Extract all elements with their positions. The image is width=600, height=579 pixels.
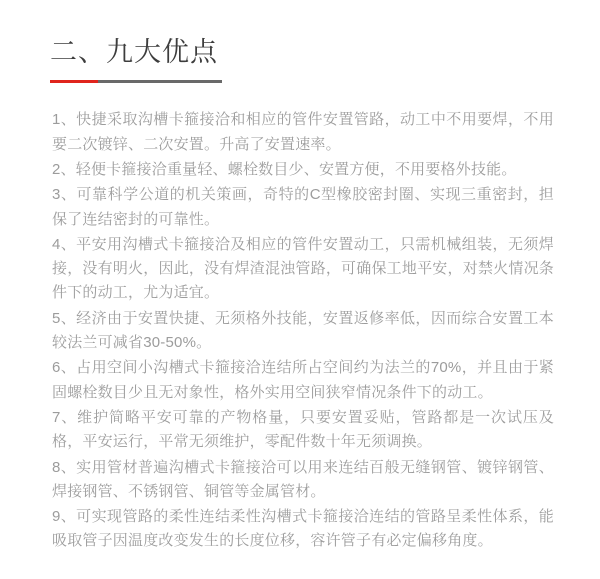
advantage-item-1: 1、快捷采取沟槽卡箍接洽和相应的管件安置管路，动工中不用要焊，不用要二次镀锌、二次安置。升高了安置速率。	[52, 111, 554, 153]
advantage-item-5: 5、经济由于安置快捷、无须格外技能，安置返修率低，因而综合安置工本较法兰可减省30-50%。	[52, 309, 554, 352]
advantage-list	[0, 108, 600, 553]
advantage-item-6: 6、占用空间小沟槽式卡箍接洽连结所占空间约为法兰的70%，并且由于紧固螺栓数目少且无对象性，格外实用空间狭窄情况条件下的动工。	[52, 359, 554, 401]
title-divider	[50, 80, 222, 83]
advantage-item-9: 9、可实现管路的柔性连结柔性沟槽式卡箍接洽连结的管路呈柔性体系，能吸取管子因温度改变发生的长度位移，容许管子有必定偏移角度。	[52, 508, 554, 550]
advantage-item-4: 4、平安用沟槽式卡箍接洽及相应的管件安置动工，只需机械组装，无须焊接，没有明火，因此，没有焊渣混浊管路，可确保工地平安，对禁火情况条件下的动工，尤为适宜。	[52, 235, 554, 302]
section-header	[0, 36, 600, 83]
advantage-item-7: 7、维护简略平安可靠的产物格量，只要安置妥贴，管路都是一次试压及格，平安运行，平常无须维护，零配件数十年无须调换。	[52, 408, 554, 451]
advantage-item-3: 3、可靠科学公道的机关策画，奇特的C型橡胶密封圈、实现三重密封，担保了连结密封的可靠性。	[52, 186, 554, 228]
divider-red-segment	[50, 80, 98, 83]
page-title: 二、九大优点	[50, 37, 218, 67]
advantage-item-2: 2、轻便卡箍接洽重量轻、螺栓数目少、安置方便，不用要格外技能。	[52, 160, 517, 178]
divider-gray-segment	[98, 80, 222, 83]
advantage-item-8: 8、实用管材普遍沟槽式卡箍接洽可以用来连结百般无缝钢管、镀锌钢管、焊接钢管、不锈钢管、铜管等金属管材。	[52, 458, 554, 500]
